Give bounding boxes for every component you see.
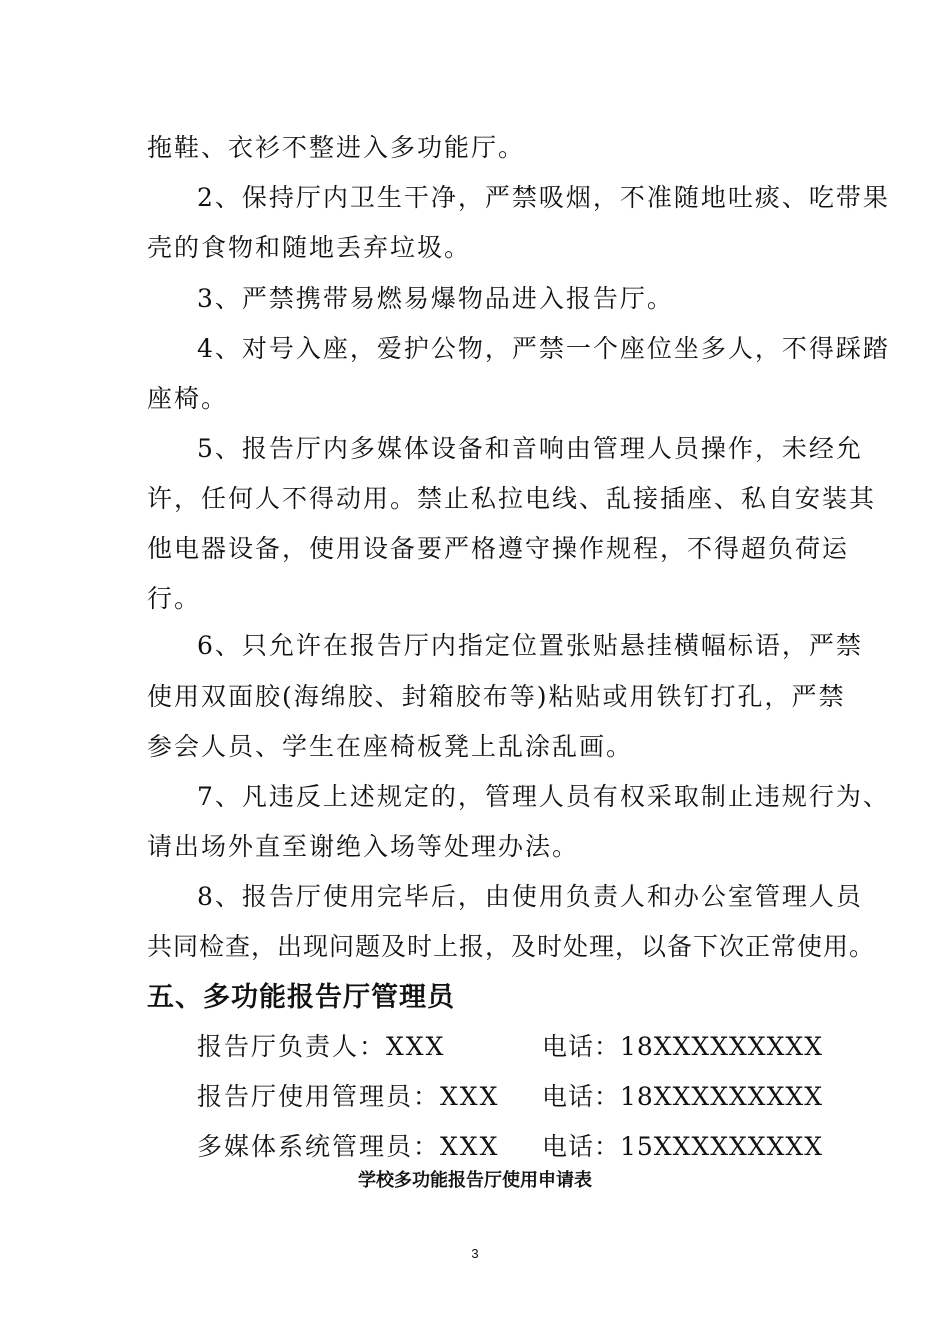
rule-5-line-3: 他电器设备，使用设备要严格遵守操作规程，不得超负荷运 — [147, 534, 850, 563]
rule-5-line-2: 许，任何人不得动用。禁止私拉电线、乱接插座、私自安装其 — [147, 484, 877, 513]
contact-role: 报告厅使用管理员：XXX — [197, 1082, 500, 1111]
rule-8-line-2: 共同检查，出现问题及时上报，及时处理，以备下次正常使用。 — [147, 932, 876, 961]
rule-4-line-2: 座椅。 — [147, 384, 229, 413]
contact-role: 多媒体系统管理员：XXX — [197, 1132, 500, 1161]
contact-phone: 电话：18XXXXXXXXX — [542, 1032, 823, 1061]
rule-2-line-1: 2、保持厅内卫生干净，严禁吸烟，不准随地吐痰、吃带果 — [197, 183, 890, 212]
rule-6-line-3: 参会人员、学生在座椅板凳上乱涂乱画。 — [147, 732, 634, 761]
rule-2-line-2: 壳的食物和随地丢弃垃圾。 — [147, 233, 472, 262]
rule-5-line-1: 5、报告厅内多媒体设备和音响由管理人员操作，未经允 — [197, 434, 863, 463]
rule-6-line-1: 6、只允许在报告厅内指定位置张贴悬挂横幅标语，严禁 — [197, 631, 863, 660]
rule-4-line-1: 4、对号入座，爱护公物，严禁一个座位坐多人，不得踩踏 — [197, 334, 890, 363]
rule-7-line-2: 请出场外直至谢绝入场等处理办法。 — [147, 832, 580, 861]
form-title: 学校多功能报告厅使用申请表 — [358, 1170, 592, 1191]
rule-5-line-4: 行。 — [147, 584, 202, 613]
contact-role: 报告厅负责人：XXX — [197, 1032, 446, 1061]
contact-phone: 电话：15XXXXXXXXX — [542, 1132, 823, 1161]
rule-6-line-2: 使用双面胶(海绵胶、封箱胶布等)粘贴或用铁钉打孔，严禁 — [147, 682, 846, 711]
contact-phone: 电话：18XXXXXXXXX — [542, 1082, 823, 1111]
rule-3-line: 3、严禁携带易燃易爆物品进入报告厅。 — [197, 284, 674, 313]
section-heading: 五、多功能报告厅管理员 — [147, 982, 455, 1013]
rule-7-line-1: 7、凡违反上述规定的，管理人员有权采取制止违规行为、 — [197, 782, 890, 811]
rule-8-line-1: 8、报告厅使用完毕后，由使用负责人和办公室管理人员 — [197, 882, 863, 911]
body-line: 拖鞋、衣衫不整进入多功能厅。 — [147, 133, 526, 162]
page-number: 3 — [471, 1246, 479, 1261]
